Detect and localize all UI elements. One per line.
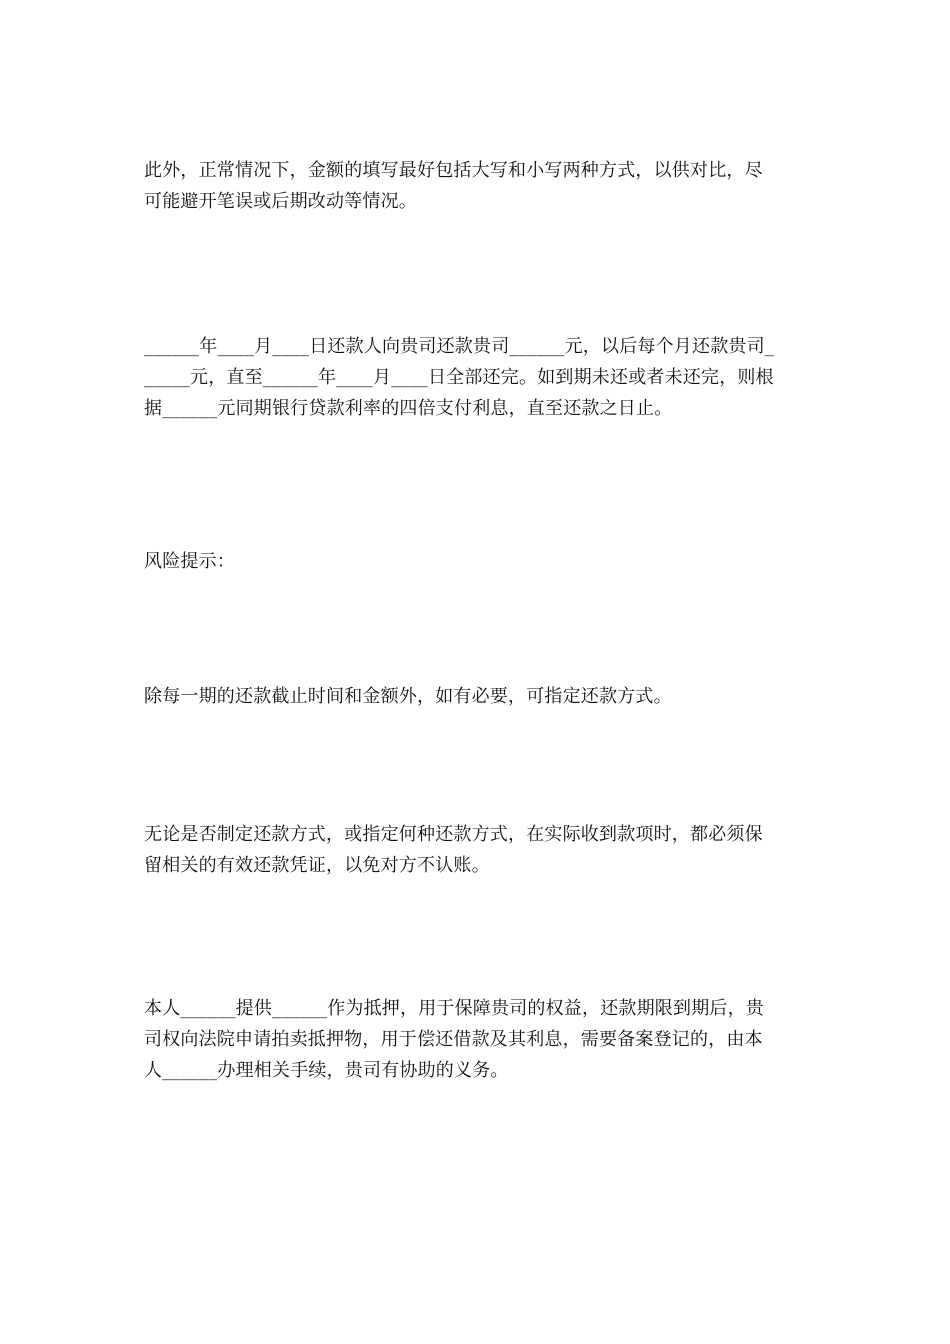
- text-line: 据______元同期银行贷款利率的四倍支付利息，直至还款之日止。: [144, 398, 673, 419]
- paragraph-repayment-schedule: [144, 331, 806, 424]
- paragraph-risk-heading: [144, 546, 806, 577]
- text-line: 司权向法院申请拍卖抵押物，用于偿还借款及其利息，需要备案登记的，由本: [144, 1029, 763, 1050]
- text-line: 除每一期的还款截止时间和金额外，如有必要，可指定还款方式。: [144, 686, 672, 707]
- text-line: 无论是否制定还款方式，或指定何种还款方式，在实际收到款项时，都必须保: [144, 824, 763, 845]
- text-line: 本人______提供______作为抵押，用于保障贵司的权益，还款期限到期后，贵: [144, 998, 764, 1019]
- paragraph-amount-format-note: [144, 155, 806, 217]
- text-line: 风险提示：: [144, 551, 235, 572]
- text-line: _____元，直至______年____月____日全部还完。如到期未还或者未还完，则根: [144, 367, 774, 388]
- paragraph-repayment-method-note: [144, 681, 806, 712]
- paragraph-receipt-note: [144, 819, 806, 881]
- paragraph-collateral-clause: [144, 993, 806, 1086]
- text-line: ______年____月____日还款人向贵司还款贵司______元，以后每个月还款贵司_: [144, 336, 774, 357]
- text-line: 此外，正常情况下，金额的填写最好包括大写和小写两种方式，以供对比，尽: [144, 160, 763, 181]
- text-line: 留相关的有效还款凭证，以免对方不认账。: [144, 855, 490, 876]
- text-line: 可能避开笔误或后期改动等情况。: [144, 191, 417, 212]
- text-line: 人______办理相关手续，贵司有协助的义务。: [144, 1060, 509, 1081]
